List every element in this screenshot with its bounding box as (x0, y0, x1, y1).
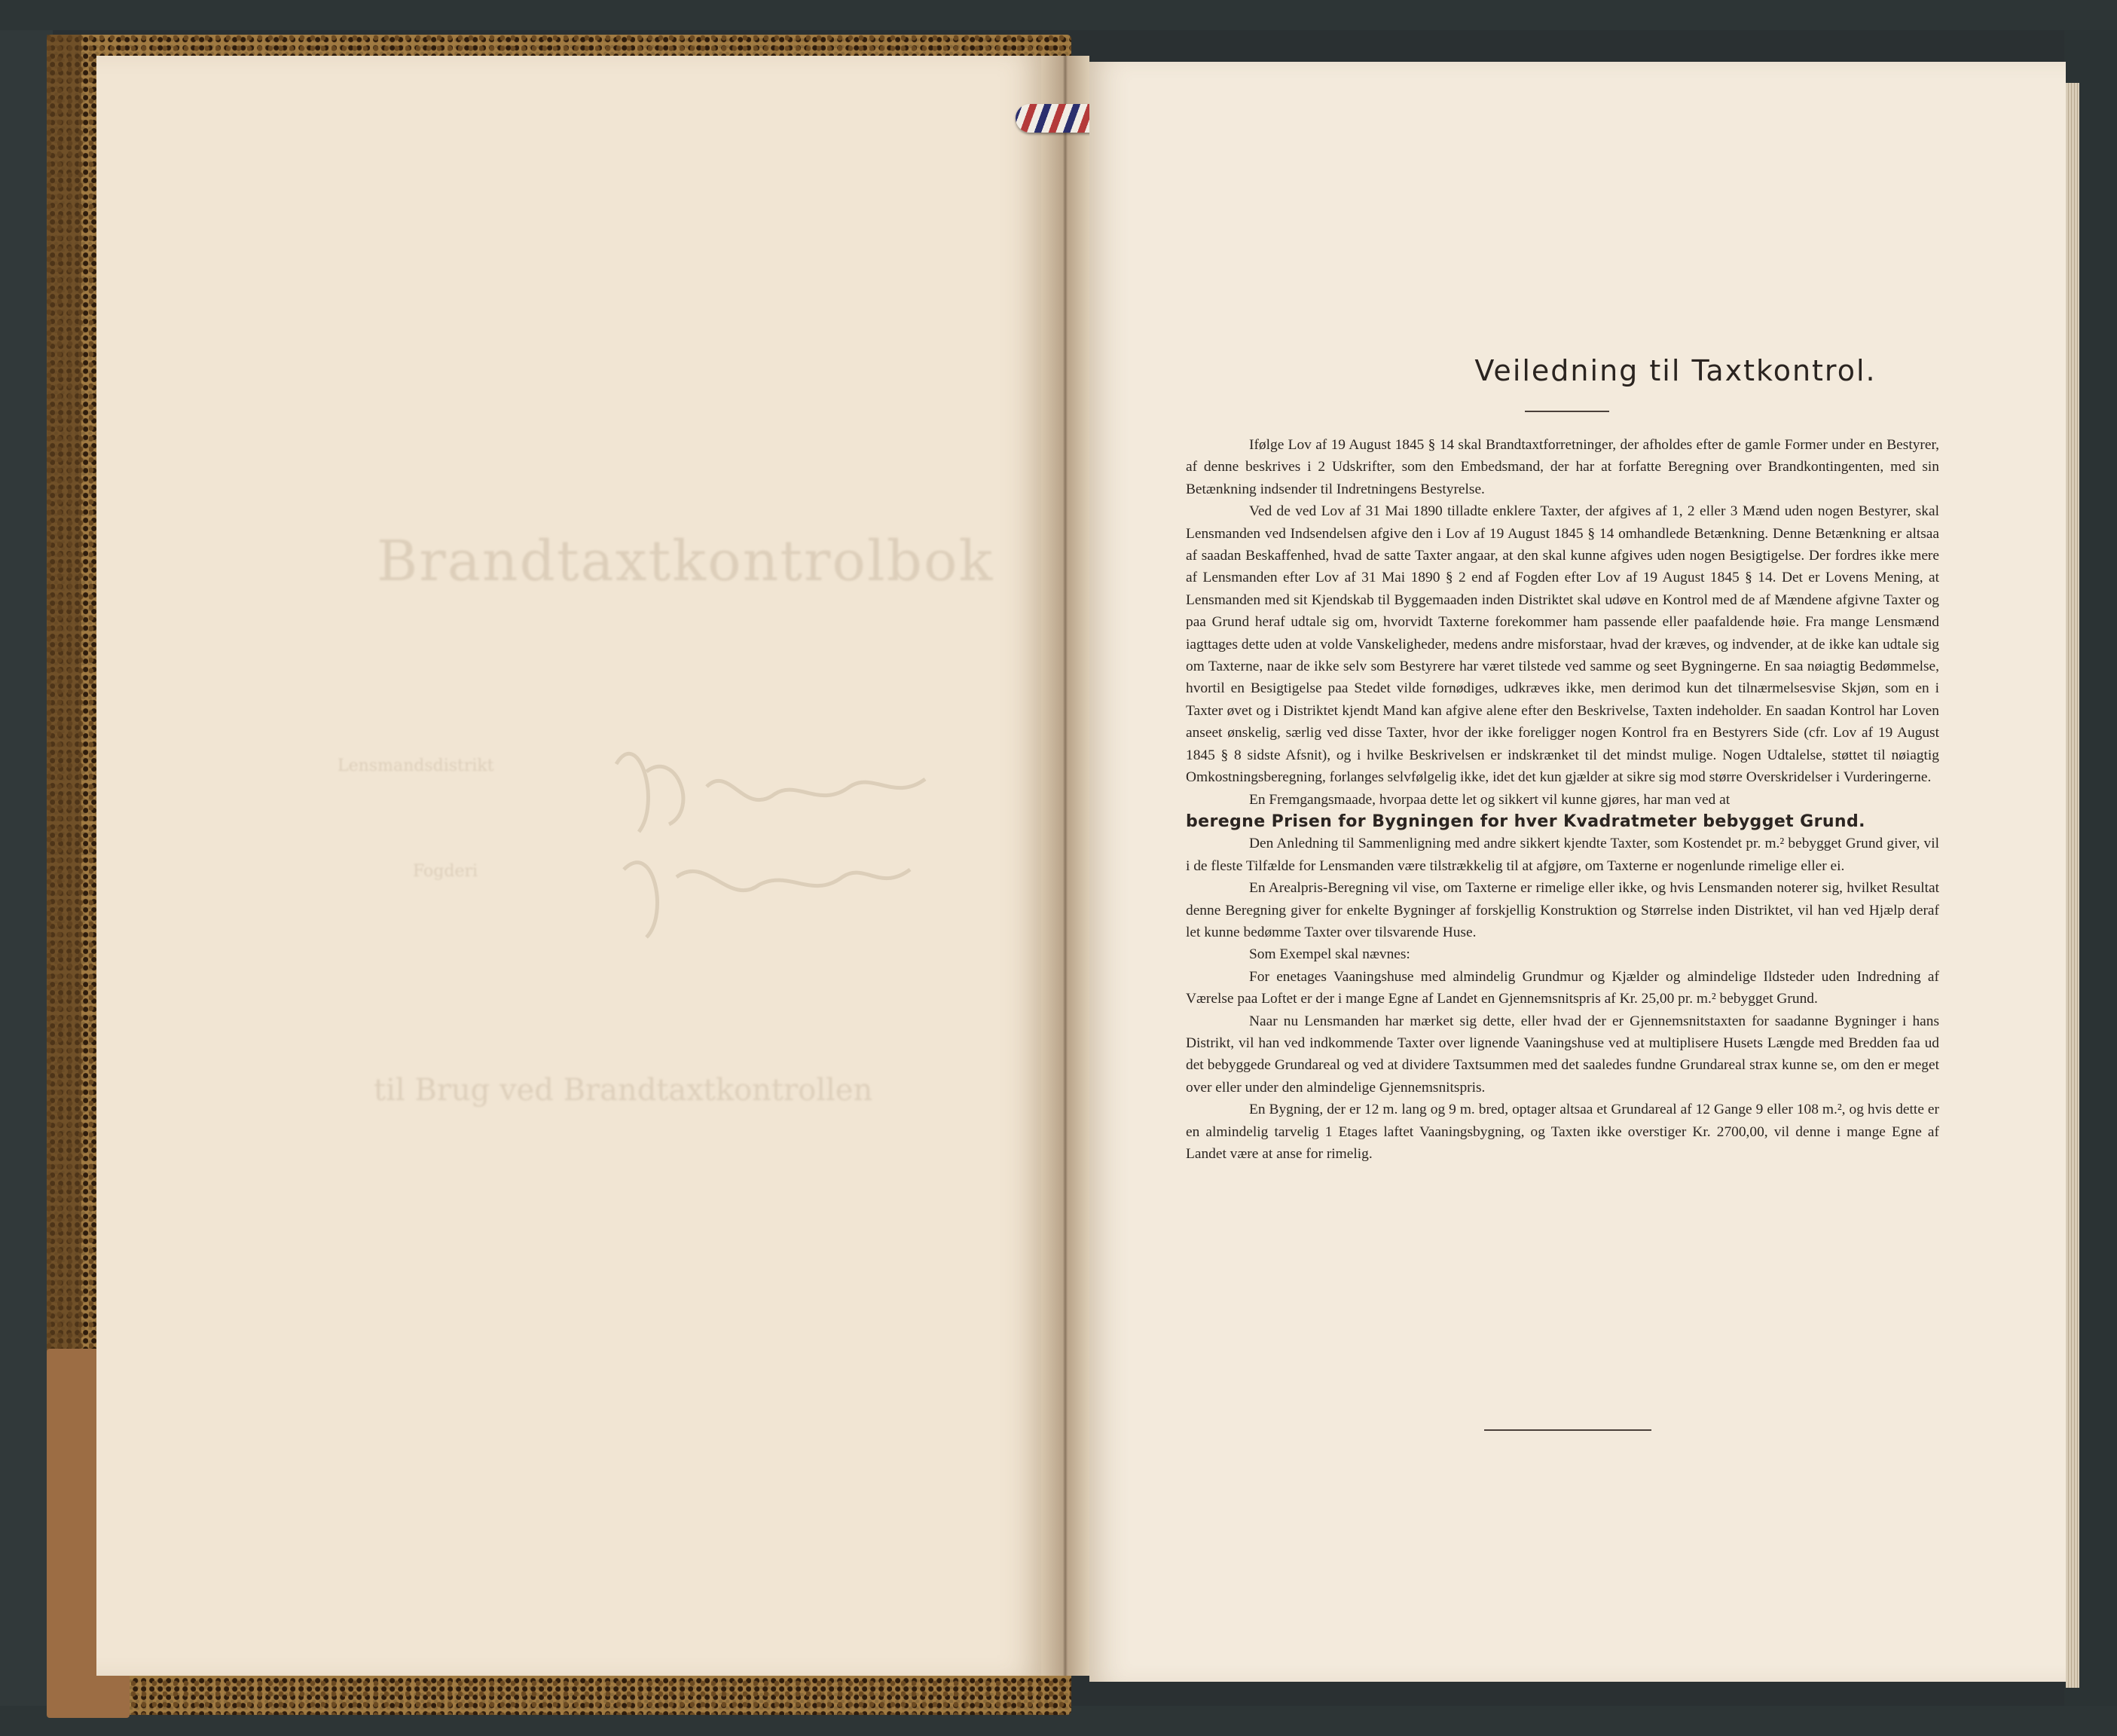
paragraph: En Arealpris-Beregning vil vise, om Taxterne er rimelige eller ikke, og hvis Lensmanden noterer sig, hvilket Resultat denne Beregning giver for enkelte Bygninger af forskjellig Konstruktion og Størrelse inden Distriktet, vil han ved Hjælp deraf let kunne bedømme Taxter over tilsvarende Huse. (1186, 880, 1939, 940)
scanner-bed-top (0, 0, 2117, 30)
heading-rule (1525, 411, 1609, 412)
instruction-text (1186, 434, 1939, 1165)
paragraph: Som Exempel skal nævnes: (1249, 946, 1410, 963)
emphasized-paragraph: beregne Prisen for Bygningen for hver Kvadratmeter bebygget Grund. (1186, 811, 1865, 831)
paragraph: For enetages Vaaningshuse med almindelig Grundmur og Kjælder og almindelige Ildsteder uden Indredning af Værelse paa Loftet er der i mange Egne af Landet en Gjennemsnitspris af Kr. 25,00 pr. m.² bebygget Grund. (1186, 968, 1939, 1007)
book-gutter (1041, 56, 1089, 1676)
ghost-show-through-line: til Brug ved Brandtaxtkontrollen (374, 1073, 873, 1108)
ghost-handwriting-show-through (594, 719, 1016, 945)
paragraph: Naar nu Lensmanden har mærket sig dette, eller hvad der er Gjennemsnitstaxten for saadanne Bygninger i hans Distrikt, vil han ved indkommende Taxter over lignende Vaaningshuse ved at multiplisere Husets Længde med Bredden faa ud det bebyggede Grundareal og ved at dividere Taxtsummen med det saaledes fundne Grundareal strax kunne se, om den er meget over eller under den almindelige Gjennemsnitspris. (1186, 1013, 1939, 1096)
page-heading: Veiledning til Taxtkontrol. (1474, 354, 1877, 387)
ghost-show-through-title: Brandtaxtkontrolbok (377, 529, 994, 594)
right-printed-page (1089, 62, 2066, 1682)
paragraph: Den Anledning til Sammenligning med andre sikkert kjendte Taxter, som Kostendet pr. m.² bebygget Grund giver, vil i de fleste Tilfælde for Lensmanden være tilstrækkelig til at afgjøre, om Taxterne er nogenlunde rimelige eller ei. (1186, 836, 1939, 874)
paragraph: Ifølge Lov af 19 August 1845 § 14 skal Brandtaxtforretninger, der afholdes efter de gamle Former under en Bestyrer, af denne beskrives i 2 Udskrifter, som den Embedsmand, der har at forfatte Beregning over Brandkontingenten, med sin Betænkning indsender til Indretningens Bestyrelse. (1186, 437, 1939, 497)
paragraph: Ved de ved Lov af 31 Mai 1890 tilladte enklere Taxter, der afgives af 1, 2 eller 3 Mænd uden nogen Bestyrer, skal Lensmanden ved Indsendelsen afgive den i Lov af 19 August 1845 § 14 omhandlede Betænkning. Denne Betænkning er altsaa af saadan Beskaffenhed, hvad de satte Taxter angaar, at den skal kunne afgives uden nogen Besigtigelse. Der fordres ikke mere af Lensmanden efter Lov af 31 Mai 1890 § 2 end af Fogden efter Lov af 19 August 1845 § 14. Det er Lovens Mening, at Lensmanden med sit Kjendskab til Byggemaaden inden Distriktet skal udøve en Kontrol med de af Mændene afgivne Taxter og paa Grund heraf udtale sig om, hvorvidt Taxterne forekommer ham passende eller paafaldende høie. Fra mange Lensmænd iagttages dette uden at volde Vanskeligheder, medens andre misforstaar, hvad der kræves, og indvender, at de ikke kan udtale sig om Taxterne, naar de ikke selv som Bestyrere har været tilstede ved samme og seet Bygningerne. En saa nøiagtig Bedømmelse, hvortil en Besigtigelse paa Stedet vilde fornødiges, udkræves ikke, men derimod kun det tilnærmelsesvise Skjøn, som en i Taxter øvet og i Distriktet kjendt Mand kan afgive alene efter den Beskrivelse, Taxten indeholder. En saadan Kontrol har Loven anseet ønskelig, særlig ved disse Taxter, hvor der ikke foreligger nogen Kontrol fra en Bestyrers Side (cfr. Lov af 19 August 1845 § 8 sidste Afsnit), og i hvilke Beskrivelsen er indskrænket til det mindst mulige. Nogen Udtalelse, støttet til nøiagtig Omkostningsberegning, forlanges selvfølgelig ikke, idet det kun gjælder at sikre sig mod større Overskridelser i Vurderingerne. (1186, 503, 1939, 786)
ghost-show-through-line: Lensmandsdistrikt (338, 756, 494, 775)
ghost-show-through-line: Fogderi (413, 862, 478, 881)
paragraph: En Bygning, der er 12 m. lang og 9 m. bred, optager altsaa et Grundareal af 12 Gange 9 eller 108 m.², og hvis dette er en almindelig tarvelig 1 Etages laftet Vaaningsbygning, og Taxten ikke overstiger Kr. 2700,00, vil denne i mange Egne af Landet være at anse for rimelig. (1186, 1102, 1939, 1162)
paragraph: En Fremgangsmaade, hvorpaa dette let og sikkert vil kunne gjøres, har man ved at (1249, 791, 1731, 808)
page-block-edges (2066, 83, 2079, 1688)
left-flyleaf-page (96, 56, 1041, 1676)
scanner-bed-left (0, 0, 53, 1736)
closing-rule (1484, 1429, 1651, 1431)
